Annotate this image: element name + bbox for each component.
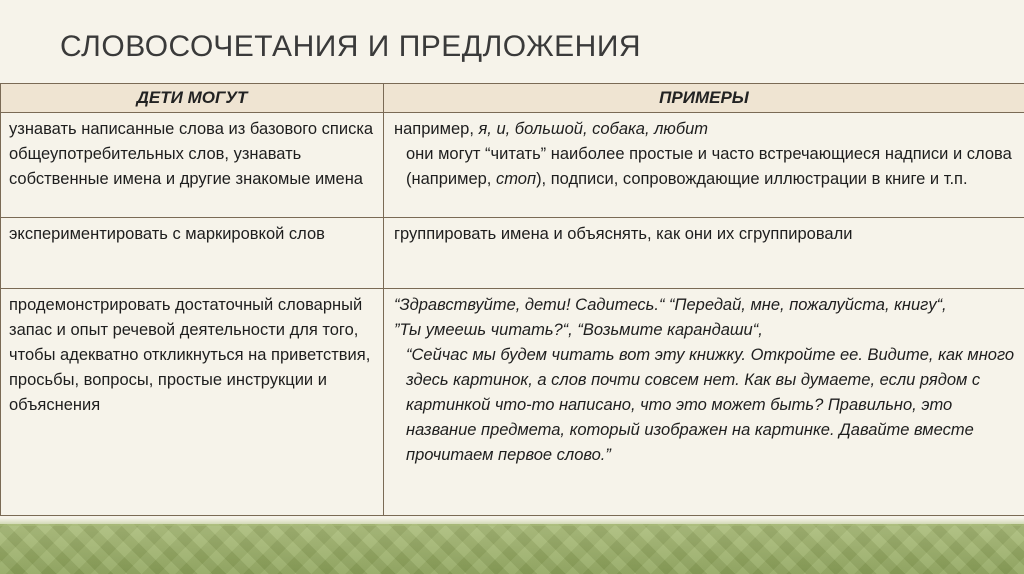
- row1-ability: узнавать написанные слова из базового списка общеупотребительных слов, узнавать собственные имена и другие знакомые имена: [1, 113, 384, 218]
- row1-example-prefix: например,: [394, 120, 479, 138]
- row1-example-line1: [394, 117, 1016, 142]
- row1-example-words: я, и, большой, собака, любит: [478, 120, 709, 138]
- header-examples: ПРИМЕРЫ: [384, 84, 1024, 113]
- row3-example-p3: “Сейчас мы будем читать вот эту книжку. Откройте ее. Видите, как много здесь картинок, а слов почти совсем нет. Как вы думаете, если рядом с картинкой что-то написано, что это может быть? Правильно, это название предмета, который изображен на картинке. Давайте вместе прочитаем первое слово.”: [406, 346, 1015, 464]
- row1-example-line2: [394, 142, 1016, 192]
- row3-ability: продемонстрировать достаточный словарный запас и опыт речевой деятельности для того, чтобы адекватно откликнуться на приветствия, просьбы, вопросы, простые инструкции и объяснения: [1, 289, 384, 516]
- row1-example-text-a: они могут “читать” наиболее простые и часто встречающиеся надписи и слова (например,: [406, 145, 1012, 188]
- table-header-row: [1, 84, 1024, 113]
- row3-examples: [384, 289, 1024, 516]
- row1-example-text-b: ), подписи, сопровождающие иллюстрации в книге и т.п.: [536, 170, 968, 188]
- row3-example-p1: “Здравствуйте, дети! Садитесь.“ “Передай, мне, пожалуйста, книгу“,: [394, 296, 947, 314]
- row2-examples: группировать имена и объяснять, как они их сгруппировали: [384, 218, 1024, 289]
- row1-examples: [384, 113, 1024, 218]
- row2-ability: экспериментировать с маркировкой слов: [1, 218, 384, 289]
- row3-example-p2: ”Ты умеешь читать?“, “Возьмите карандаши“,: [394, 321, 763, 339]
- table-row: [1, 289, 1024, 516]
- content-table: [0, 83, 1024, 516]
- row1-example-stop: стоп: [495, 170, 537, 188]
- header-children-can: ДЕТИ МОГУТ: [1, 84, 384, 113]
- table-row: [1, 218, 1024, 289]
- slide-title: СЛОВОСОЧЕТАНИЯ И ПРЕДЛОЖЕНИЯ: [60, 30, 642, 63]
- grass-background: [0, 524, 1024, 574]
- table-row: [1, 113, 1024, 218]
